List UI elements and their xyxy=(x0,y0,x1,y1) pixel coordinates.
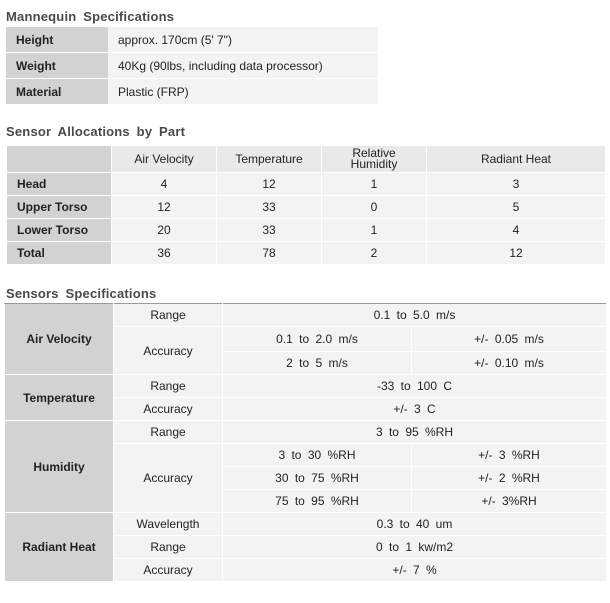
cell: 12 xyxy=(427,242,606,265)
accuracy-label: Accuracy xyxy=(114,559,223,582)
accuracy-label: Accuracy xyxy=(114,398,223,421)
sensors-section-title: Sensors Specifications xyxy=(6,286,157,301)
wavelength-label: Wavelength xyxy=(114,513,223,536)
accuracy-label: Accuracy xyxy=(114,327,223,375)
accuracy-value: +/- 0.05 m/s xyxy=(412,327,607,352)
accuracy-label: Accuracy xyxy=(114,444,223,513)
cell: 4 xyxy=(427,219,606,242)
accuracy-span: 30 to 75 %RH xyxy=(223,467,412,490)
cell: 78 xyxy=(217,242,322,265)
range-label: Range xyxy=(114,375,223,398)
part-label: Lower Torso xyxy=(7,219,112,242)
height-label: Height xyxy=(6,27,108,53)
accuracy-value: +/- 0.10 m/s xyxy=(412,352,607,375)
table-row xyxy=(7,196,606,219)
table-row xyxy=(6,53,378,79)
range-label: Range xyxy=(114,421,223,444)
cell: 1 xyxy=(322,219,427,242)
cell: 12 xyxy=(217,173,322,196)
range-value: 0 to 1 kw/m2 xyxy=(223,536,607,559)
range-value: -33 to 100 C xyxy=(223,375,607,398)
header-radiant-heat: Radiant Heat xyxy=(427,146,606,173)
humidity-label: Humidity xyxy=(5,421,114,513)
accuracy-span: 75 to 95 %RH xyxy=(223,490,412,513)
allocations-section-title: Sensor Allocations by Part xyxy=(6,124,186,139)
cell: 12 xyxy=(112,196,217,219)
cell: 3 xyxy=(427,173,606,196)
cell: 4 xyxy=(112,173,217,196)
range-label: Range xyxy=(114,304,223,327)
table-row xyxy=(7,242,606,265)
cell: 33 xyxy=(217,219,322,242)
table-row xyxy=(7,219,606,242)
accuracy-value: +/- 3 C xyxy=(223,398,607,421)
cell: 1 xyxy=(322,173,427,196)
wavelength-value: 0.3 to 40 um xyxy=(223,513,607,536)
weight-label: Weight xyxy=(6,53,108,79)
cell: 0 xyxy=(322,196,427,219)
accuracy-span: 2 to 5 m/s xyxy=(223,352,412,375)
part-label: Head xyxy=(7,173,112,196)
cell: 2 xyxy=(322,242,427,265)
table-row xyxy=(7,173,606,196)
range-value: 0.1 to 5.0 m/s xyxy=(223,304,607,327)
material-value: Plastic (FRP) xyxy=(108,79,378,105)
cell: 5 xyxy=(427,196,606,219)
air-velocity-label: Air Velocity xyxy=(5,304,114,375)
accuracy-value: +/- 7 % xyxy=(223,559,607,582)
table-row xyxy=(5,304,607,327)
header-relative-humidity: Relative Humidity xyxy=(322,146,427,173)
range-value: 3 to 95 %RH xyxy=(223,421,607,444)
part-label: Total xyxy=(7,242,112,265)
weight-value: 40Kg (90lbs, including data processor) xyxy=(108,53,378,79)
table-row xyxy=(5,375,607,398)
mannequin-section-title: Mannequin Specifications xyxy=(6,9,175,24)
temperature-label: Temperature xyxy=(5,375,114,421)
table-row xyxy=(5,513,607,536)
cell: 20 xyxy=(112,219,217,242)
part-label: Upper Torso xyxy=(7,196,112,219)
table-row xyxy=(6,79,378,105)
accuracy-span: 3 to 30 %RH xyxy=(223,444,412,467)
table-header-row xyxy=(7,146,606,173)
table-row xyxy=(5,421,607,444)
header-air-velocity: Air Velocity xyxy=(112,146,217,173)
header-temperature: Temperature xyxy=(217,146,322,173)
allocations-table xyxy=(6,145,606,265)
accuracy-span: 0.1 to 2.0 m/s xyxy=(223,327,412,352)
accuracy-value: +/- 3%RH xyxy=(412,490,607,513)
cell: 33 xyxy=(217,196,322,219)
accuracy-value: +/- 3 %RH xyxy=(412,444,607,467)
radiant-heat-label: Radiant Heat xyxy=(5,513,114,582)
height-value: approx. 170cm (5' 7") xyxy=(108,27,378,53)
cell: 36 xyxy=(112,242,217,265)
table-row xyxy=(6,27,378,53)
accuracy-value: +/- 2 %RH xyxy=(412,467,607,490)
range-label: Range xyxy=(114,536,223,559)
material-label: Material xyxy=(6,79,108,105)
mannequin-table xyxy=(6,27,378,105)
header-corner xyxy=(7,146,112,173)
sensors-table xyxy=(4,303,607,582)
